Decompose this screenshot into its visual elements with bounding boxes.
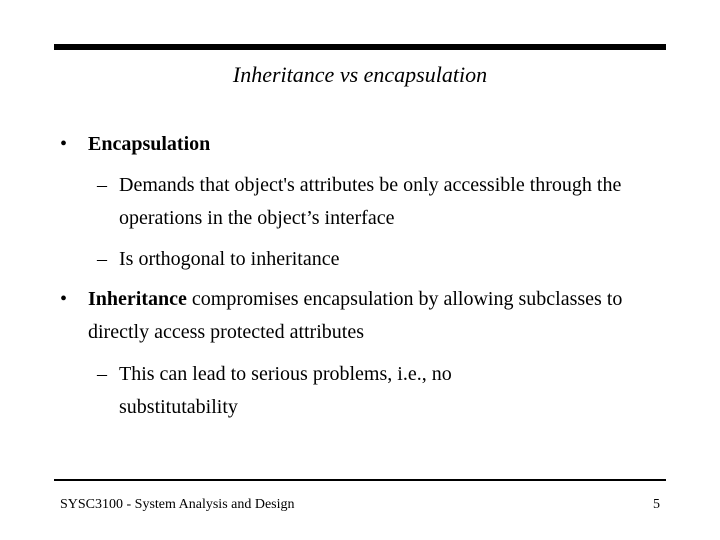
page-number: 5 (653, 497, 660, 512)
bullet-body: compromises encapsulation by allowing subclasses to directly access protected attributes (88, 288, 623, 343)
sub-bullet-text: Demands that object's attributes be only accessible through the operations in the object’s interface (119, 174, 622, 229)
sub-bullet-text: This can lead to serious problems, i.e., no substitutability (119, 363, 452, 418)
bullet-encapsulation (60, 128, 648, 161)
sub-bullet-marker: – (97, 363, 107, 385)
footer-course: SYSC3100 - System Analysis and Design (60, 497, 295, 512)
sub-bullet-problems (97, 358, 539, 424)
bullet-keyword: Encapsulation (88, 133, 211, 155)
bullet-inheritance (60, 283, 648, 349)
sub-bullet-orthogonal (97, 243, 639, 276)
bullet-text (88, 128, 648, 161)
title-rule (54, 44, 666, 50)
sub-bullet-marker: – (97, 174, 107, 196)
slide-title: Inheritance vs encapsulation (232, 62, 488, 87)
sub-bullet-demands (97, 169, 639, 235)
bullet-text (88, 283, 648, 349)
bullet-marker: • (60, 288, 68, 310)
sub-bullet-text: Is orthogonal to inheritance (119, 248, 340, 270)
bullet-keyword: Inheritance (88, 288, 187, 310)
sub-bullet-marker: – (97, 248, 107, 270)
bullet-marker: • (60, 133, 68, 155)
footer-rule (54, 479, 666, 481)
